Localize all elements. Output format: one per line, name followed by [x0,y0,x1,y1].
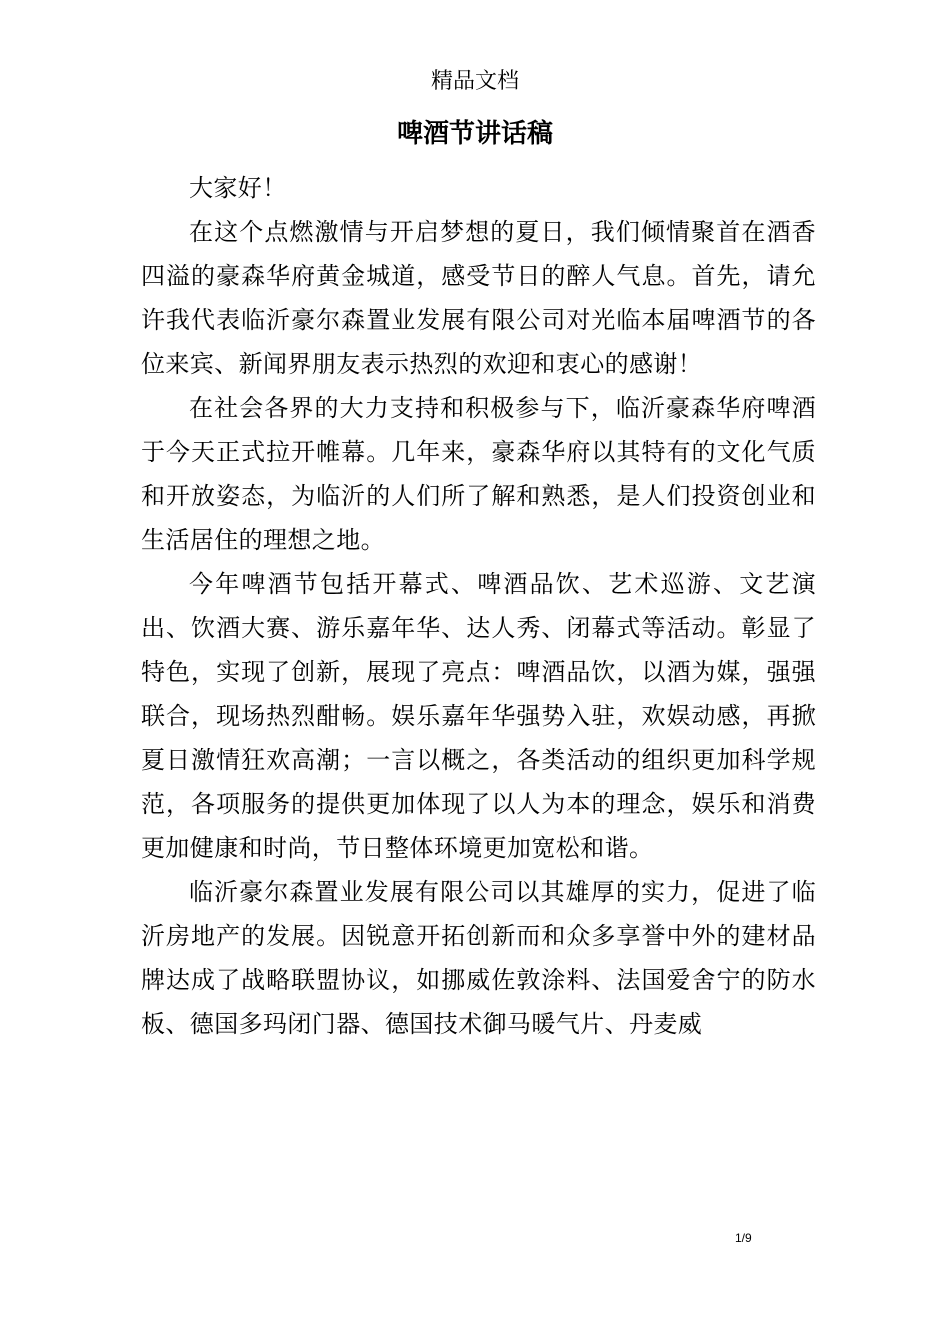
page-header: 精品文档 [430,69,519,94]
document-title: 啤酒节讲话稿 [396,119,553,149]
document-body [141,166,816,1046]
paragraph: 在这个点燃激情与开启梦想的夏日，我们倾情聚首在酒香四溢的豪森华府黄金城道，感受节日的醉人气息。首先，请允许我代表临沂豪尔森置业发展有限公司对光临本届啤酒节的各位来宾、新闻界朋友表示热烈的欢迎和衷心的感谢！ [141,218,816,378]
paragraph-greeting: 大家好！ [189,174,287,202]
page-number: 1/9 [735,1231,752,1245]
paragraph: 在社会各界的大力支持和积极参与下，临沂豪森华府啤酒于今天正式拉开帷幕。几年来，豪森华府以其特有的文化气质和开放姿态，为临沂的人们所了解和熟悉，是人们投资创业和生活居住的理想之地。 [141,394,816,554]
paragraph: 今年啤酒节包括开幕式、啤酒品饮、艺术巡游、文艺演出、饮酒大赛、游乐嘉年华、达人秀、闭幕式等活动。彰显了特色，实现了创新，展现了亮点：啤酒品饮，以酒为媒，强强联合，现场热烈酣畅。娱乐嘉年华强势入驻，欢娱动感，再掀夏日激情狂欢高潮；一言以概之，各类活动的组织更加科学规范，各项服务的提供更加体现了以人为本的理念，娱乐和消费更加健康和时尚，节日整体环境更加宽松和谐。 [141,570,816,862]
paragraph: 临沂豪尔森置业发展有限公司以其雄厚的实力，促进了临沂房地产的发展。因锐意开拓创新而和众多享誉中外的建材品牌达成了战略联盟协议，如挪威佐敦涂料、法国爱舍宁的防水板、德国多玛闭门器、德国技术御马暖气片、丹麦威 [141,878,816,1038]
